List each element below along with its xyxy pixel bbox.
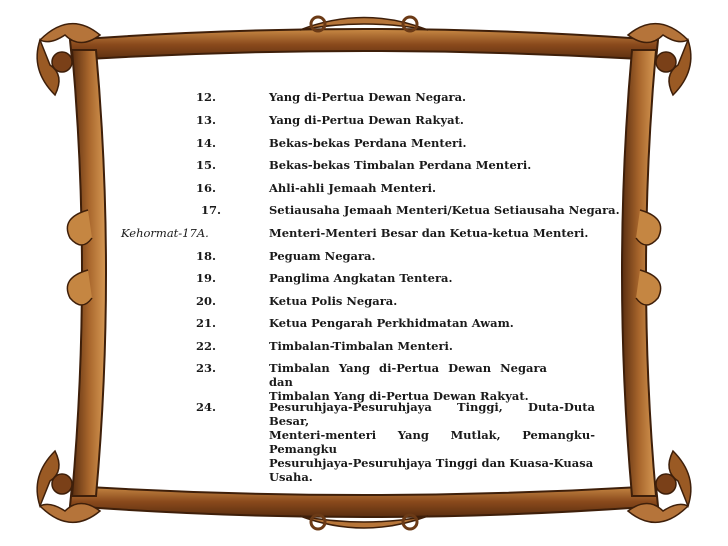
item-number: 17. [201,203,222,217]
item-text: Ketua Polis Negara. [269,294,398,308]
item-text: Bekas-bekas Perdana Menteri. [269,136,467,150]
item-text: Yang di-Pertua Dewan Negara. [269,90,467,104]
item-text: Setiausaha Jemaah Menteri/Ketua Setiausaha Negara. [269,203,620,217]
item-number: 24. [196,400,217,414]
item-text-line: Timbalan Yang di-Pertua Dewan Negara dan [269,361,547,389]
item-text: Peguam Negara. [269,249,376,263]
item-number: 23. [196,361,217,375]
item-text: Menteri-Menteri Besar dan Ketua-ketua Menteri. [269,226,589,240]
item-number: 12. [196,90,217,104]
item-number: 14. [196,136,217,150]
item-number: 20. [196,294,217,308]
item-number: 18. [196,249,217,263]
item-number: 13. [196,113,217,127]
item-text: Panglima Angkatan Tentera. [269,271,453,285]
item-number: 21. [196,316,217,330]
item-number: 22. [196,339,217,353]
item-text-line: Pesuruhjaya-Pesuruhjaya Tinggi, Duta-Duta Besar, [269,400,595,428]
item-text-line: Menteri-menteri Yang Mutlak, Pemangku-Pemangku [269,428,595,456]
item-number: 15. [196,158,217,172]
item-text: Bekas-bekas Timbalan Perdana Menteri. [269,158,532,172]
item-text: Yang di-Pertua Dewan Rakyat. [269,113,464,127]
item-number: 19. [196,271,217,285]
item-text: Ketua Pengarah Perkhidmatan Awam. [269,316,514,330]
item-number: 16. [196,181,217,195]
item-text: Timbalan-Timbalan Menteri. [269,339,453,353]
item-text: Ahli-ahli Jemaah Menteri. [269,181,437,195]
amendment-note: Kehormat-17A. [121,226,209,240]
item-text-line: Pesuruhjaya-Pesuruhjaya Tinggi dan Kuasa-Kuasa Usaha. [269,456,594,484]
item-text-line: Timbalan Yang di-Pertua Dewan Rakyat. [269,389,529,403]
